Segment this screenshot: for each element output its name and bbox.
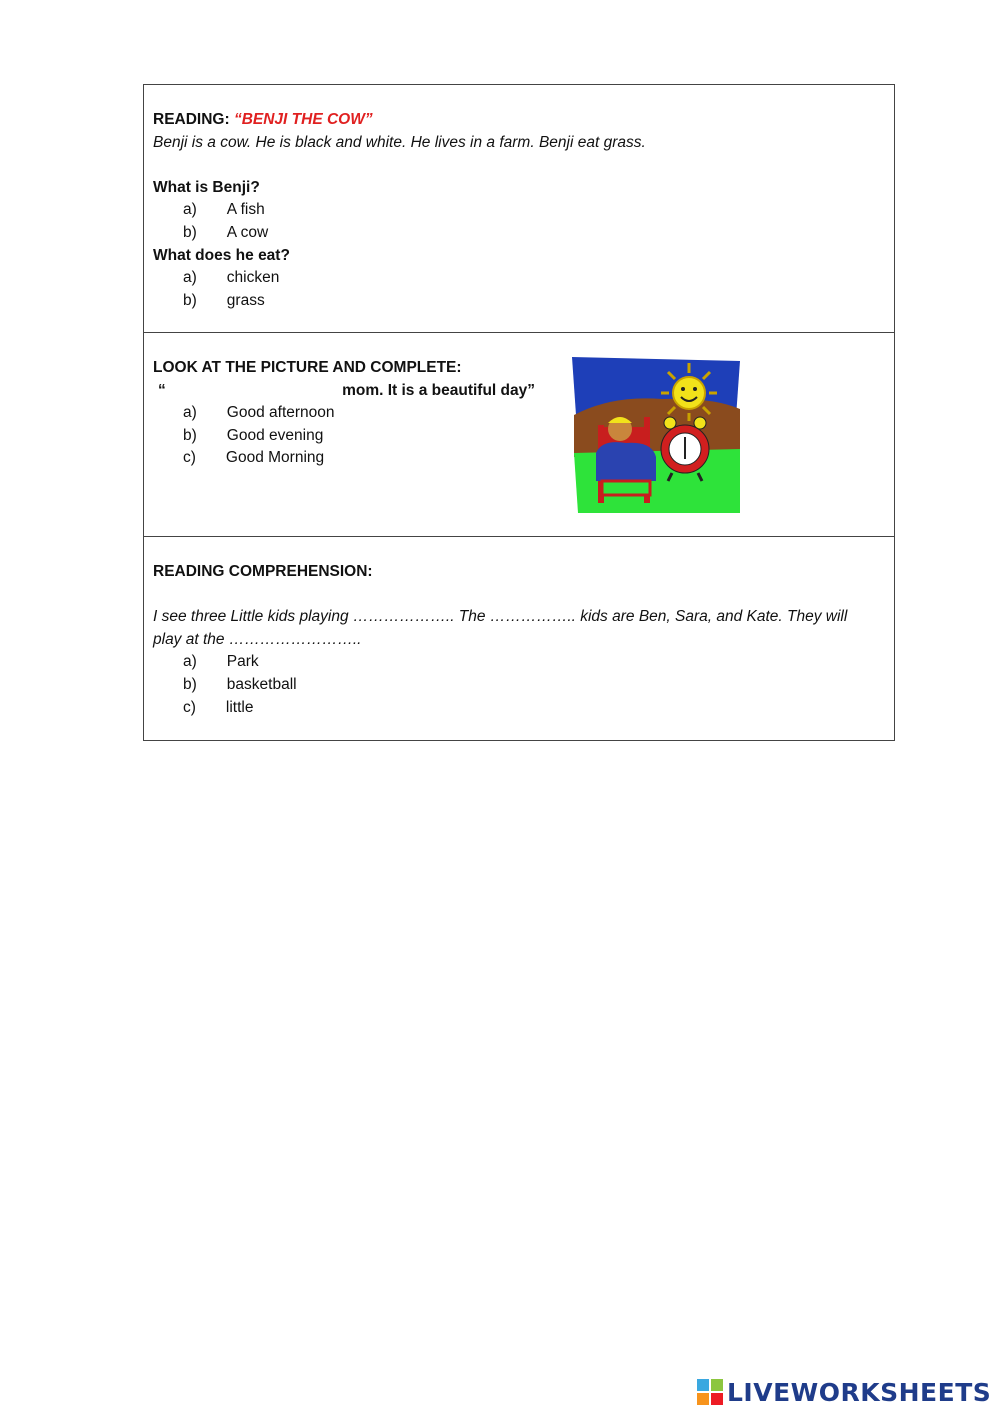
picture-heading: LOOK AT THE PICTURE AND COMPLETE: xyxy=(153,359,462,376)
picture-section xyxy=(144,333,894,537)
option-item[interactable]: b) Good evening xyxy=(183,426,324,444)
option-item[interactable]: c) little xyxy=(183,698,254,716)
story-passage: Benji is a cow. He is black and white. He lives in a farm. Benji eat grass. xyxy=(153,133,646,151)
option-item[interactable]: a) Park xyxy=(183,653,259,671)
question-2-options xyxy=(153,267,885,312)
brand-name: LIVEWORKSHEETS xyxy=(727,1377,992,1407)
option-item[interactable]: b) A cow xyxy=(183,223,269,241)
reading-heading xyxy=(153,109,885,132)
comprehension-section xyxy=(144,537,894,740)
blanket xyxy=(596,442,656,481)
comprehension-passage: I see three Little kids playing ……………….. The …………….. kids are Ben, Sara, and Kate. They will play at the …………………….. xyxy=(153,608,848,648)
option-item[interactable]: c) Good Morning xyxy=(183,449,325,467)
option-item[interactable]: a) A fish xyxy=(183,201,265,219)
question-2: What does he eat? xyxy=(153,246,290,264)
comprehension-options xyxy=(153,651,885,719)
option-item[interactable]: a) chicken xyxy=(183,269,280,287)
bed xyxy=(596,417,656,503)
open-quote: “ xyxy=(158,381,166,399)
option-item[interactable]: b) grass xyxy=(183,291,265,309)
comprehension-heading: READING COMPREHENSION: xyxy=(153,563,373,580)
fill-sentence xyxy=(153,380,885,403)
option-item[interactable]: b) basketball xyxy=(183,675,297,693)
morning-bedroom-illustration xyxy=(572,357,742,513)
heading-label: READING: xyxy=(153,111,230,128)
question-1: What is Benji? xyxy=(153,178,260,196)
sentence-rest: mom. It is a beautiful day” xyxy=(342,381,535,399)
liveworksheets-logo xyxy=(697,1377,991,1407)
reading-section xyxy=(144,85,894,333)
question-1-options xyxy=(153,199,885,244)
worksheet xyxy=(143,84,895,741)
story-title: “BENJI THE COW” xyxy=(233,111,373,128)
option-item[interactable]: a) Good afternoon xyxy=(183,404,335,422)
logo-blocks-icon xyxy=(697,1379,723,1405)
picture-options xyxy=(153,402,885,470)
